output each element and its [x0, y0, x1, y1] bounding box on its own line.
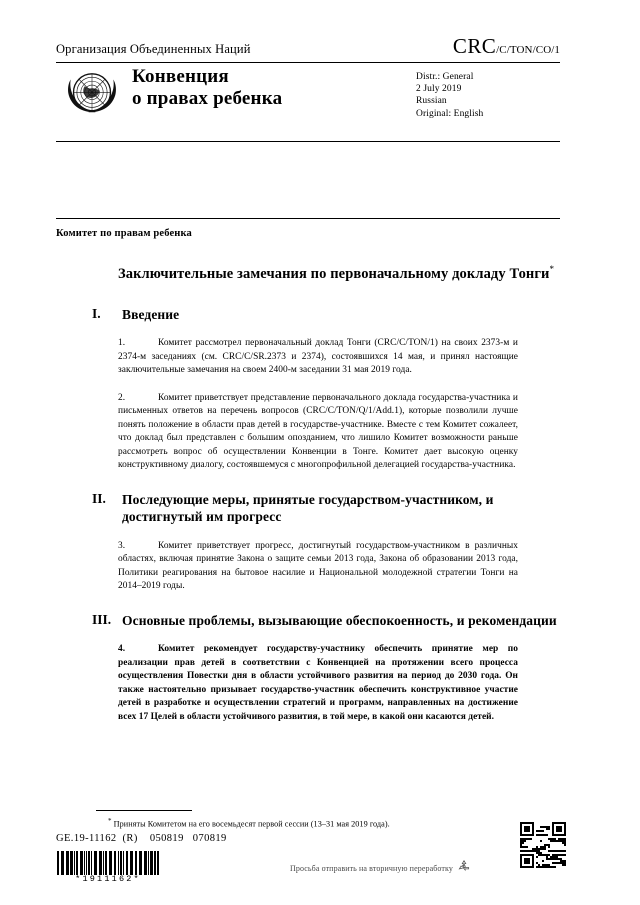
- section-heading: [92, 306, 560, 324]
- paragraph: [118, 337, 518, 378]
- section-title: Последующие меры, принятые государством-участником, и достигнутый им прогресс: [122, 491, 494, 525]
- masthead-row: [56, 34, 560, 59]
- paragraph-number: 2.: [118, 392, 126, 403]
- barcode-number: *1911162*: [75, 874, 141, 884]
- section-heading: [92, 612, 560, 630]
- paragraph: [118, 643, 518, 724]
- original-language: Original: English: [416, 108, 484, 119]
- paragraph-number: 3.: [118, 540, 126, 551]
- recycle-text: Просьба отправить на вторичную переработку: [290, 864, 453, 873]
- organization-name: Организация Объединенных Наций: [56, 42, 251, 56]
- recycle-notice: [290, 859, 471, 878]
- convention-line-2: о правах ребенка: [132, 88, 283, 109]
- section-title: Введение: [122, 306, 180, 322]
- header-body: [56, 62, 560, 137]
- symbol-prefix: CRC: [452, 34, 497, 58]
- section-numeral: II.: [92, 490, 106, 506]
- paragraph: [118, 392, 518, 473]
- section-numeral: III.: [92, 611, 112, 627]
- document-date: 2 July 2019: [416, 84, 462, 95]
- paragraph-text: Комитет приветствует представление первоначального доклада государства-участника и письменных ответов на перечень вопросов (CRC/C/TON/Q/1/Add.1), которые позволили лучше понять положение в области прав детей в государстве-участнике. Вместе с тем Комитет сожалеет, что доклад был представлен с большим опозданием, что лишило Комитет возможности раньше рассмотреть вопрос об осуществлении Конвенции в Тонге. Комитет дает высокую оценку конструктивному диалогу, состоявшемуся с многопрофильной делегацией государства-участника.: [118, 392, 518, 471]
- distribution-block: [416, 71, 483, 120]
- distribution-type: Distr.: General: [416, 72, 474, 82]
- paragraph-number: 4.: [118, 644, 126, 655]
- title-footnote-marker: *: [549, 264, 555, 274]
- un-emblem-icon: [64, 66, 120, 122]
- section-numeral: I.: [92, 305, 101, 321]
- paragraph-text: Комитет рассмотрел первоначальный доклад Тонги (CRC/C/TON/1) на своих 2373-м и 2374-м заседаниях (см. CRC/C/SR.2373 и 2374), состоявшихся 14 мая, и принял настоящие заключительные замечания на своем 2400-м заседании 31 мая 2019 года.: [118, 338, 518, 376]
- paragraph-text: Комитет рекомендует государству-участнику обеспечить принятие мер по реализации прав детей в соответствии с Конвенцией на протяжении всего процесса осуществления Повестки дня в области устойчивого развития на период до 2030 года. Он также настоятельно призывает государство-участник обеспечить конструктивное участие детей в разработке и осуществлении стратегий и программ, направленных на достижение всех 17 Целей в области устойчивого развития, в той мере, в какой они касаются детей.: [118, 644, 518, 722]
- convention-line-1: Конвенция: [132, 66, 229, 87]
- symbol-suffix: /C/TON/CO/1: [496, 44, 560, 56]
- paragraph: [118, 540, 518, 594]
- section-title: Основные проблемы, вызывающие обеспокоенность, и рекомендации: [122, 612, 557, 628]
- paragraph-text: Комитет приветствует прогресс, достигнутый государством-участником в различных областях, включая принятие Закона о защите семьи 2013 года, Закона об образовании 2013 года, Политики реагирования на бытовое насилие и Национальной молодежной стратегии Тонги на 2014–2019 годы.: [118, 540, 518, 592]
- masthead: [56, 34, 560, 63]
- footnote: [108, 816, 528, 830]
- ge-document-code: GE.19-11162 (R) 050819 070819: [56, 833, 227, 844]
- footnote-marker: *: [108, 817, 112, 825]
- barcode: [56, 851, 160, 875]
- committee-name: Комитет по правам ребенка: [56, 228, 192, 239]
- qr-code: [520, 822, 566, 868]
- document-language: Russian: [416, 96, 447, 107]
- page-title: [132, 66, 282, 110]
- main-title-text: Заключительные замечания по первоначальному докладу Тонги: [118, 265, 550, 282]
- footnote-text: Приняты Комитетом на его восемьдесят первой сессии (13–31 мая 2019 года).: [113, 819, 390, 829]
- paragraph-number: 1.: [118, 338, 126, 349]
- footnote-rule: [96, 810, 192, 811]
- recycle-icon: [457, 859, 471, 878]
- document-symbol: [453, 34, 560, 59]
- document-content: [56, 228, 560, 738]
- header-separator-rule: [56, 141, 560, 142]
- section-heading: [92, 491, 560, 526]
- sections-container: [56, 306, 560, 725]
- content-separator-rule: [56, 218, 560, 219]
- document-main-title: [118, 260, 560, 284]
